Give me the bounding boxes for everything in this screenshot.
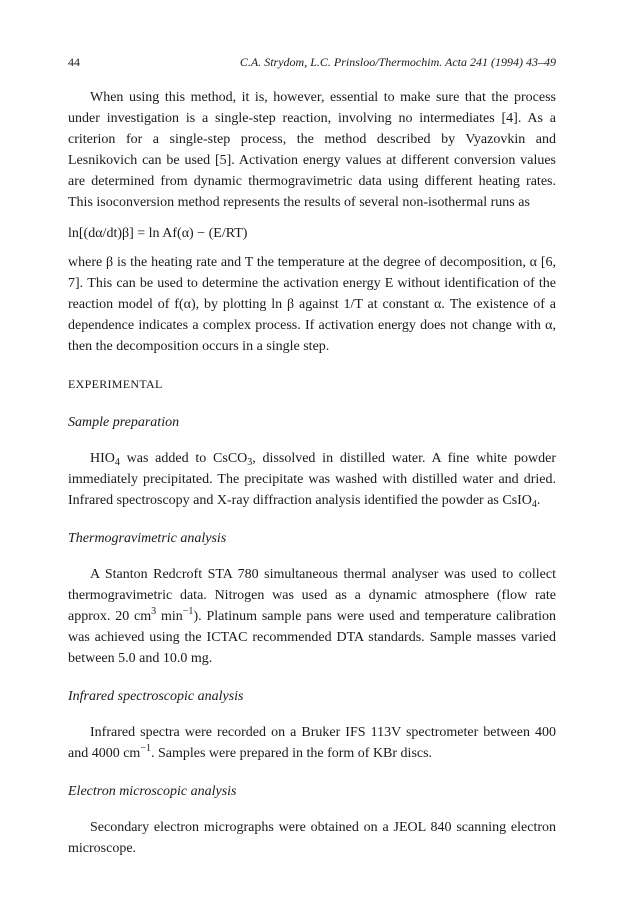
thermogravimetric-paragraph: A Stanton Redcroft STA 780 simultaneous thermal analyser was used to collect thermogravimetric data. Nitrogen was used as a dynamic atmosphere (flow rate approx. 20 $cm^3$ $\min^{-1}$). Platinum sample pans were used and temperature calibration was achieved using the ICTAC recommended DTA standards. Sample masses varied between 5.0 and 10.0 mg. xyxy=(68,567,557,666)
subheading-thermogravimetric: Thermogravimetric analysis xyxy=(68,531,227,546)
article-body xyxy=(68,87,556,859)
sample-preparation-paragraph: $HIO_4$ was added to CsCO$_3$, dissolved in distilled water. A fine white powder immediately precipitated. The precipitate was washed with distilled water and dried. Infrared spectroscopy and X-ray diffraction analysis identified the powder as CsIO$_4$. xyxy=(68,451,556,510)
running-title: C.A. Strydom, L.C. Prinsloo/Thermochim. Acta 241 (1994) 43–49 xyxy=(239,55,556,69)
electron-microscopy-paragraph: Secondary electron micrographs were obtained on a JEOL 840 scanning electron microscope. xyxy=(68,820,556,856)
infrared-paragraph: Infrared spectra were recorded on a Bruker IFS 113V spectrometer between 400 and 4000 $cm^{-1}$. Samples were prepared in the form of KBr discs. xyxy=(68,725,556,761)
isoconversion-equation: ln[(dα/dt)β] = ln Af(α) − (E/RT) xyxy=(68,226,248,241)
section-heading-experimental: EXPERIMENTAL xyxy=(68,377,163,391)
subheading-infrared: Infrared spectroscopic analysis xyxy=(68,689,244,704)
subheading-sample-preparation: Sample preparation xyxy=(68,415,180,430)
intro-paragraph: When using this method, it is, however, essential to make sure that the process under investigation is a single-step reaction, involving no intermediates [4]. As a criterion for a single-step process, the method described by Vyazovkin and Lesnikovich can be used [5]. Activation energy values at different conversion values are determined from dynamic thermogravimetric data using different heating rates. This isoconversion method represents the results of several non-isothermal runs as xyxy=(68,90,556,210)
page-number: 44 xyxy=(68,55,80,69)
subheading-electron-microscopy: Electron microscopic analysis xyxy=(68,784,237,799)
equation-explanation: where β is the heating rate and T the temperature at the degree of decomposition, α [6, 7]. This can be used to determine the activation energy E without identification of the reaction model of f(α), by plotting ln β against 1/T at constant α. The existence of a dependence indicates a complex process. If activation energy does not change with α, then the decomposition occurs in a single step. xyxy=(68,255,556,354)
